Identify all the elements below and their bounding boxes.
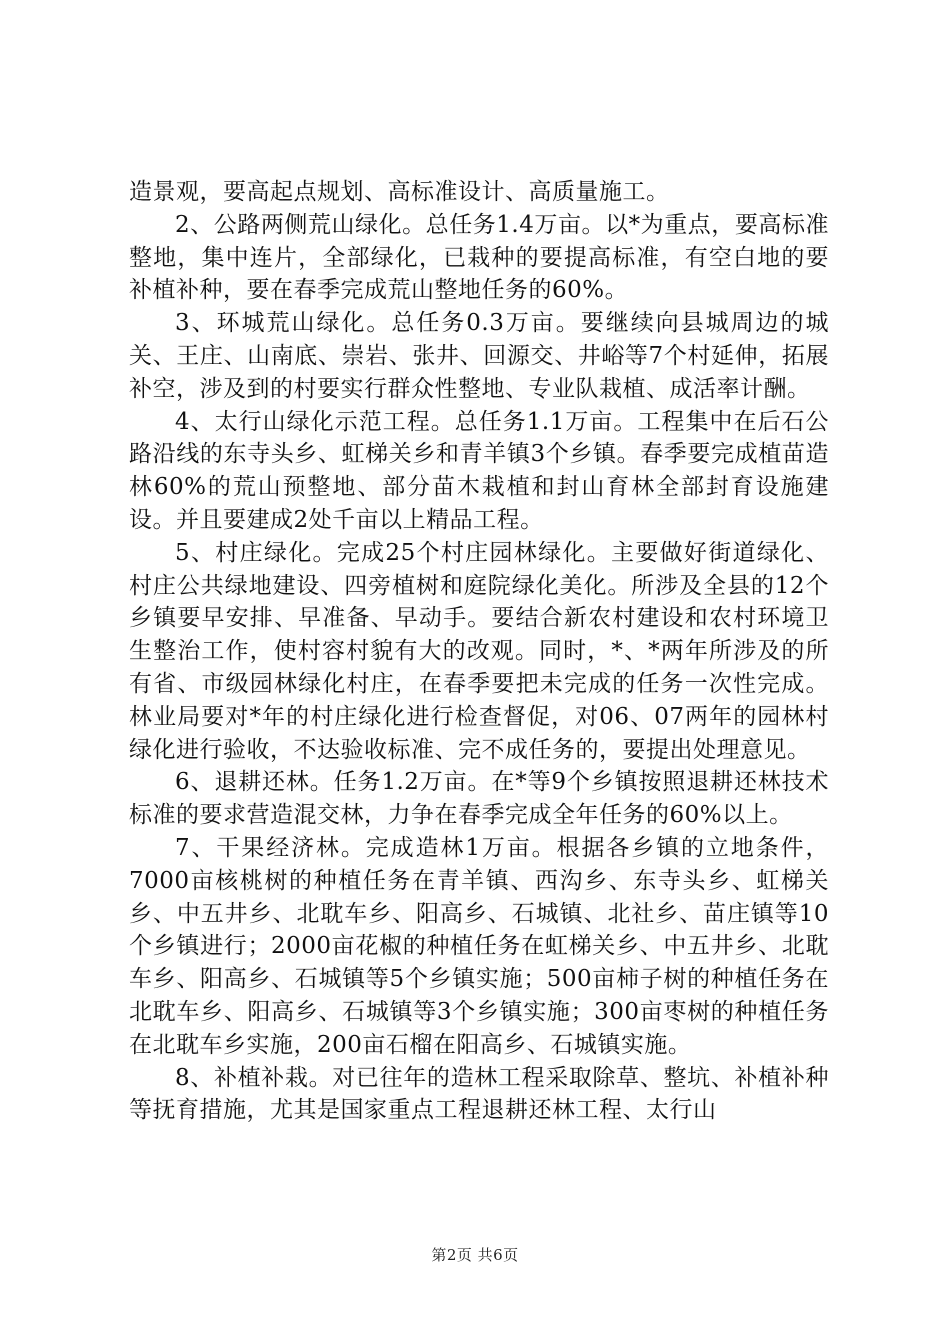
paragraph-item-7: 7、干果经济林。完成造林1万亩。根据各乡镇的立地条件，7000亩核桃树的种植任务在青羊镇、西沟乡、东寺头乡、虹梯关乡、中五井乡、北耽车乡、阳高乡、石城镇、北社乡、苗庄镇等10个乡镇进行；2000亩花椒的种植任务在虹梯关乡、中五井乡、北耽车乡、阳高乡、石城镇等5个乡镇实施；500亩柿子树的种植任务在北耽车乡、阳高乡、石城镇等3个乡镇实施；300亩枣树的种植任务在北耽车乡实施，200亩石榴在阳高乡、石城镇实施。 [129,834,829,1058]
paragraph-item-3: 3、环城荒山绿化。总任务0.3万亩。要继续向县城周边的城关、王庄、山南底、崇岩、张井、回源交、井峪等7个村延伸，拓展补空，涉及到的村要实行群众性整地、专业队栽植、成活率计酬。 [129,310,829,402]
paragraph-item-2: 2、公路两侧荒山绿化。总任务1.4万亩。以*为重点，要高标准整地，集中连片，全部绿化，已栽种的要提高标准，有空白地的要补植补种，要在春季完成荒山整地任务的60%。 [129,211,829,304]
paragraph-item-6: 6、退耕还林。任务1.2万亩。在*等9个乡镇按照退耕还林技术标准的要求营造混交林，力争在春季完成全年任务的60%以上。 [129,769,829,829]
paragraph-continuation: 造景观，要高起点规划、高标准设计、高质量施工。 [129,179,670,205]
paragraph-item-8: 8、补植补栽。对已往年的造林工程采取除草、整坑、补植补种等抚育措施，尤其是国家重点工程退耕还林工程、太行山 [129,1064,829,1124]
page-number-footer: 第2页 共6页 [431,1246,519,1264]
paragraph-item-4: 4、太行山绿化示范工程。总任务1.1万亩。工程集中在后石公路沿线的东寺头乡、虹梯关乡和青羊镇3个乡镇。春季要完成植苗造林60%的荒山预整地、部分苗木栽植和封山育林全部封育设施建设。并且要建成2处千亩以上精品工程。 [129,408,829,533]
document-body [129,176,829,1127]
paragraph-item-5: 5、村庄绿化。完成25个村庄园林绿化。主要做好街道绿化、村庄公共绿地建设、四旁植树和庭院绿化美化。所涉及全县的12个乡镇要早安排、早准备、早动手。要结合新农村建设和农村环境卫生整治工作，使村容村貌有大的改观。同时，*、*两年所涉及的所有省、市级园林绿化村庄，在春季要把未完成的任务一次性完成。林业局要对*年的村庄绿化进行检查督促，对06、07两年的园林村绿化进行验收，不达验收标准、完不成任务的，要提出处理意见。 [129,539,829,763]
